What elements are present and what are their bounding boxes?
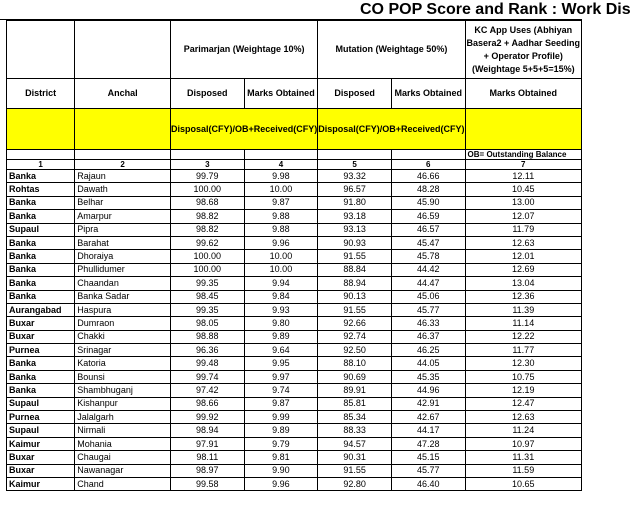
kc-marks-cell: 12.01 — [465, 250, 581, 263]
parimarjan-disposed-cell: 97.91 — [170, 437, 244, 450]
mutation-disposed-cell: 88.33 — [318, 424, 392, 437]
district-cell: Banka — [7, 290, 75, 303]
anchal-cell: Chand — [75, 477, 171, 490]
anchal-cell: Amarpur — [75, 210, 171, 223]
table-row — [7, 210, 582, 223]
ob-empty-5 — [318, 150, 392, 160]
col-number-4: 4 — [244, 160, 318, 170]
col-number-5: 5 — [318, 160, 392, 170]
parimarjan-marks-cell: 9.88 — [244, 223, 318, 236]
kc-marks-cell: 12.07 — [465, 210, 581, 223]
parimarjan-disposed-cell: 99.92 — [170, 411, 244, 424]
header-empty-anchal — [75, 21, 171, 79]
parimarjan-disposed-cell: 98.11 — [170, 451, 244, 464]
parimarjan-marks-cell: 9.90 — [244, 464, 318, 477]
anchal-cell: Banka Sadar — [75, 290, 171, 303]
parimarjan-disposed-cell: 98.88 — [170, 330, 244, 343]
anchal-cell: Chaugai — [75, 451, 171, 464]
mutation-disposed-cell: 90.93 — [318, 236, 392, 249]
district-cell: Purnea — [7, 411, 75, 424]
mutation-marks-cell: 45.90 — [391, 196, 465, 209]
parimarjan-disposed-cell: 98.66 — [170, 397, 244, 410]
kc-marks-cell: 12.69 — [465, 263, 581, 276]
parimarjan-marks-cell: 9.79 — [244, 437, 318, 450]
mutation-marks-cell: 45.78 — [391, 250, 465, 263]
table-row — [7, 411, 582, 424]
district-cell: Kaimur — [7, 477, 75, 490]
parimarjan-disposed-cell: 98.05 — [170, 317, 244, 330]
district-cell: Buxar — [7, 317, 75, 330]
title-row — [0, 0, 631, 20]
ob-empty-6 — [391, 150, 465, 160]
header-parimarjan-disposed: Disposed — [170, 79, 244, 109]
parimarjan-disposed-cell: 100.00 — [170, 250, 244, 263]
mutation-disposed-cell: 85.34 — [318, 411, 392, 424]
district-cell: Banka — [7, 236, 75, 249]
parimarjan-marks-cell: 9.99 — [244, 411, 318, 424]
kc-marks-cell: 11.24 — [465, 424, 581, 437]
mutation-disposed-cell: 93.32 — [318, 170, 392, 183]
district-cell: Banka — [7, 196, 75, 209]
kc-marks-cell: 12.11 — [465, 170, 581, 183]
col-number-2: 2 — [75, 160, 171, 170]
kc-marks-cell: 10.65 — [465, 477, 581, 490]
table-row — [7, 170, 582, 183]
table-row — [7, 424, 582, 437]
anchal-cell: Jalalgarh — [75, 411, 171, 424]
parimarjan-disposed-cell: 99.74 — [170, 370, 244, 383]
mutation-marks-cell: 42.67 — [391, 411, 465, 424]
parimarjan-marks-cell: 9.96 — [244, 477, 318, 490]
anchal-cell: Katoria — [75, 357, 171, 370]
anchal-cell: Nirmali — [75, 424, 171, 437]
mutation-marks-cell: 46.25 — [391, 344, 465, 357]
yellow-empty-anchal — [75, 109, 171, 150]
district-cell: Kaimur — [7, 437, 75, 450]
parimarjan-disposed-cell: 100.00 — [170, 183, 244, 196]
mutation-disposed-cell: 90.31 — [318, 451, 392, 464]
kc-marks-cell: 11.39 — [465, 303, 581, 316]
header-parimarjan-marks: Marks Obtained — [244, 79, 318, 109]
table-row — [7, 357, 582, 370]
anchal-cell: Dawath — [75, 183, 171, 196]
mutation-disposed-cell: 91.80 — [318, 196, 392, 209]
mutation-marks-cell: 45.47 — [391, 236, 465, 249]
anchal-cell: Nawanagar — [75, 464, 171, 477]
parimarjan-marks-cell: 9.64 — [244, 344, 318, 357]
parimarjan-disposed-cell: 98.94 — [170, 424, 244, 437]
table-row — [7, 451, 582, 464]
kc-marks-cell: 10.97 — [465, 437, 581, 450]
parimarjan-disposed-cell: 99.48 — [170, 357, 244, 370]
ob-empty-1 — [7, 150, 75, 160]
mutation-disposed-cell: 93.18 — [318, 210, 392, 223]
parimarjan-marks-cell: 9.97 — [244, 370, 318, 383]
mutation-disposed-cell: 91.55 — [318, 464, 392, 477]
yellow-empty-kc — [465, 109, 581, 150]
kc-marks-cell: 12.19 — [465, 384, 581, 397]
header-kc-app: KC App Uses (Abhiyan Basera2 + Aadhar Seeding + Operator Profile) (Weightage 5+5+5=15%) — [465, 21, 581, 79]
mutation-disposed-cell: 91.55 — [318, 303, 392, 316]
district-cell: Banka — [7, 250, 75, 263]
parimarjan-disposed-cell: 98.97 — [170, 464, 244, 477]
district-cell: Banka — [7, 170, 75, 183]
kc-marks-cell: 10.75 — [465, 370, 581, 383]
anchal-cell: Pipra — [75, 223, 171, 236]
kc-marks-cell: 13.00 — [465, 196, 581, 209]
report-title: CO POP Score and Rank : Work Dis — [360, 1, 631, 18]
parimarjan-disposed-cell: 98.82 — [170, 210, 244, 223]
col-number-1: 1 — [7, 160, 75, 170]
formula-mutation: Disposal(CFY)/OB+Received(CFY) — [318, 109, 465, 150]
district-cell: Banka — [7, 277, 75, 290]
formula-parimarjan: Disposal(CFY)/OB+Received(CFY) — [170, 109, 317, 150]
mutation-disposed-cell: 92.66 — [318, 317, 392, 330]
kc-marks-cell: 12.63 — [465, 411, 581, 424]
mutation-marks-cell: 44.17 — [391, 424, 465, 437]
anchal-cell: Belhar — [75, 196, 171, 209]
mutation-marks-cell: 46.37 — [391, 330, 465, 343]
parimarjan-marks-cell: 9.98 — [244, 170, 318, 183]
district-cell: Buxar — [7, 451, 75, 464]
district-cell: Supaul — [7, 223, 75, 236]
table-row — [7, 317, 582, 330]
district-cell: Buxar — [7, 330, 75, 343]
kc-marks-cell: 12.47 — [465, 397, 581, 410]
mutation-marks-cell: 45.35 — [391, 370, 465, 383]
parimarjan-marks-cell: 9.94 — [244, 277, 318, 290]
anchal-cell: Srinagar — [75, 344, 171, 357]
table-row — [7, 223, 582, 236]
anchal-cell: Dhoraiya — [75, 250, 171, 263]
table-row — [7, 344, 582, 357]
parimarjan-marks-cell: 9.80 — [244, 317, 318, 330]
parimarjan-disposed-cell: 99.62 — [170, 236, 244, 249]
parimarjan-disposed-cell: 98.82 — [170, 223, 244, 236]
mutation-marks-cell: 44.05 — [391, 357, 465, 370]
anchal-cell: Mohania — [75, 437, 171, 450]
header-mutation-disposed: Disposed — [318, 79, 392, 109]
parimarjan-marks-cell: 10.00 — [244, 263, 318, 276]
kc-marks-cell: 11.59 — [465, 464, 581, 477]
district-cell: Aurangabad — [7, 303, 75, 316]
ob-note: OB= Outstanding Balance — [465, 150, 581, 160]
parimarjan-marks-cell: 9.89 — [244, 424, 318, 437]
table-row — [7, 236, 582, 249]
table-row — [7, 464, 582, 477]
mutation-marks-cell: 46.66 — [391, 170, 465, 183]
district-cell: Purnea — [7, 344, 75, 357]
table-row — [7, 277, 582, 290]
parimarjan-disposed-cell: 99.79 — [170, 170, 244, 183]
district-cell: Supaul — [7, 424, 75, 437]
yellow-empty-district — [7, 109, 75, 150]
table-body — [7, 170, 582, 491]
mutation-marks-cell: 46.40 — [391, 477, 465, 490]
mutation-disposed-cell: 89.91 — [318, 384, 392, 397]
header-kc-marks: Marks Obtained — [465, 79, 581, 109]
table-row — [7, 250, 582, 263]
mutation-disposed-cell: 93.13 — [318, 223, 392, 236]
mutation-marks-cell: 42.91 — [391, 397, 465, 410]
table-row — [7, 437, 582, 450]
mutation-marks-cell: 47.28 — [391, 437, 465, 450]
mutation-marks-cell: 46.57 — [391, 223, 465, 236]
kc-marks-cell: 12.22 — [465, 330, 581, 343]
mutation-marks-cell: 44.47 — [391, 277, 465, 290]
district-cell: Banka — [7, 384, 75, 397]
mutation-disposed-cell: 91.55 — [318, 250, 392, 263]
mutation-disposed-cell: 96.57 — [318, 183, 392, 196]
table-row — [7, 263, 582, 276]
anchal-cell: Phullidumer — [75, 263, 171, 276]
mutation-disposed-cell: 88.94 — [318, 277, 392, 290]
header-mutation-marks: Marks Obtained — [391, 79, 465, 109]
anchal-cell: Kishanpur — [75, 397, 171, 410]
mutation-disposed-cell: 88.84 — [318, 263, 392, 276]
district-cell: Supaul — [7, 397, 75, 410]
mutation-disposed-cell: 85.81 — [318, 397, 392, 410]
parimarjan-marks-cell: 9.74 — [244, 384, 318, 397]
mutation-disposed-cell: 88.10 — [318, 357, 392, 370]
parimarjan-marks-cell: 9.87 — [244, 196, 318, 209]
header-anchal: Anchal — [75, 79, 171, 109]
col-number-6: 6 — [391, 160, 465, 170]
district-cell: Buxar — [7, 464, 75, 477]
parimarjan-disposed-cell: 99.35 — [170, 303, 244, 316]
district-cell: Rohtas — [7, 183, 75, 196]
mutation-disposed-cell: 92.50 — [318, 344, 392, 357]
parimarjan-marks-cell: 9.89 — [244, 330, 318, 343]
parimarjan-marks-cell: 9.88 — [244, 210, 318, 223]
mutation-disposed-cell: 90.69 — [318, 370, 392, 383]
kc-marks-cell: 10.45 — [465, 183, 581, 196]
table-row — [7, 384, 582, 397]
parimarjan-marks-cell: 9.87 — [244, 397, 318, 410]
parimarjan-marks-cell: 9.84 — [244, 290, 318, 303]
mutation-marks-cell: 45.15 — [391, 451, 465, 464]
anchal-cell: Chakki — [75, 330, 171, 343]
mutation-marks-cell: 45.06 — [391, 290, 465, 303]
mutation-marks-cell: 46.33 — [391, 317, 465, 330]
mutation-marks-cell: 44.96 — [391, 384, 465, 397]
table-row — [7, 290, 582, 303]
table-row — [7, 370, 582, 383]
kc-marks-cell: 12.36 — [465, 290, 581, 303]
parimarjan-marks-cell: 9.93 — [244, 303, 318, 316]
district-cell: Banka — [7, 357, 75, 370]
table-row — [7, 330, 582, 343]
table-row — [7, 477, 582, 490]
col-number-3: 3 — [170, 160, 244, 170]
parimarjan-disposed-cell: 99.58 — [170, 477, 244, 490]
kc-marks-cell: 11.77 — [465, 344, 581, 357]
kc-marks-cell: 12.63 — [465, 236, 581, 249]
district-cell: Banka — [7, 263, 75, 276]
anchal-cell: Rajaun — [75, 170, 171, 183]
table-row — [7, 196, 582, 209]
parimarjan-disposed-cell: 98.45 — [170, 290, 244, 303]
ob-empty-4 — [244, 150, 318, 160]
parimarjan-marks-cell: 10.00 — [244, 183, 318, 196]
ob-empty-2 — [75, 150, 171, 160]
anchal-cell: Chaandan — [75, 277, 171, 290]
header-mutation: Mutation (Weightage 50%) — [318, 21, 465, 79]
mutation-disposed-cell: 90.13 — [318, 290, 392, 303]
anchal-cell: Bounsi — [75, 370, 171, 383]
parimarjan-marks-cell: 9.95 — [244, 357, 318, 370]
parimarjan-disposed-cell: 97.42 — [170, 384, 244, 397]
parimarjan-disposed-cell: 96.36 — [170, 344, 244, 357]
col-number-7: 7 — [465, 160, 581, 170]
district-cell: Banka — [7, 210, 75, 223]
header-district: District — [7, 79, 75, 109]
header-parimarjan: Parimarjan (Weightage 10%) — [170, 21, 317, 79]
kc-marks-cell: 11.31 — [465, 451, 581, 464]
anchal-cell: Barahat — [75, 236, 171, 249]
parimarjan-marks-cell: 9.96 — [244, 236, 318, 249]
mutation-marks-cell: 44.42 — [391, 263, 465, 276]
kc-marks-cell: 13.04 — [465, 277, 581, 290]
anchal-cell: Shambhuganj — [75, 384, 171, 397]
mutation-marks-cell: 45.77 — [391, 303, 465, 316]
score-table — [6, 20, 582, 491]
parimarjan-disposed-cell: 98.68 — [170, 196, 244, 209]
table-row — [7, 303, 582, 316]
anchal-cell: Dumraon — [75, 317, 171, 330]
kc-marks-cell: 11.14 — [465, 317, 581, 330]
parimarjan-marks-cell: 10.00 — [244, 250, 318, 263]
district-cell: Banka — [7, 370, 75, 383]
header-empty-district — [7, 21, 75, 79]
ob-empty-3 — [170, 150, 244, 160]
table-row — [7, 397, 582, 410]
parimarjan-disposed-cell: 99.35 — [170, 277, 244, 290]
mutation-marks-cell: 48.28 — [391, 183, 465, 196]
mutation-marks-cell: 46.59 — [391, 210, 465, 223]
parimarjan-marks-cell: 9.81 — [244, 451, 318, 464]
table-row — [7, 183, 582, 196]
kc-marks-cell: 12.30 — [465, 357, 581, 370]
table-header — [7, 21, 582, 170]
mutation-disposed-cell: 92.74 — [318, 330, 392, 343]
anchal-cell: Haspura — [75, 303, 171, 316]
mutation-disposed-cell: 92.80 — [318, 477, 392, 490]
parimarjan-disposed-cell: 100.00 — [170, 263, 244, 276]
kc-marks-cell: 11.79 — [465, 223, 581, 236]
mutation-marks-cell: 45.77 — [391, 464, 465, 477]
mutation-disposed-cell: 94.57 — [318, 437, 392, 450]
